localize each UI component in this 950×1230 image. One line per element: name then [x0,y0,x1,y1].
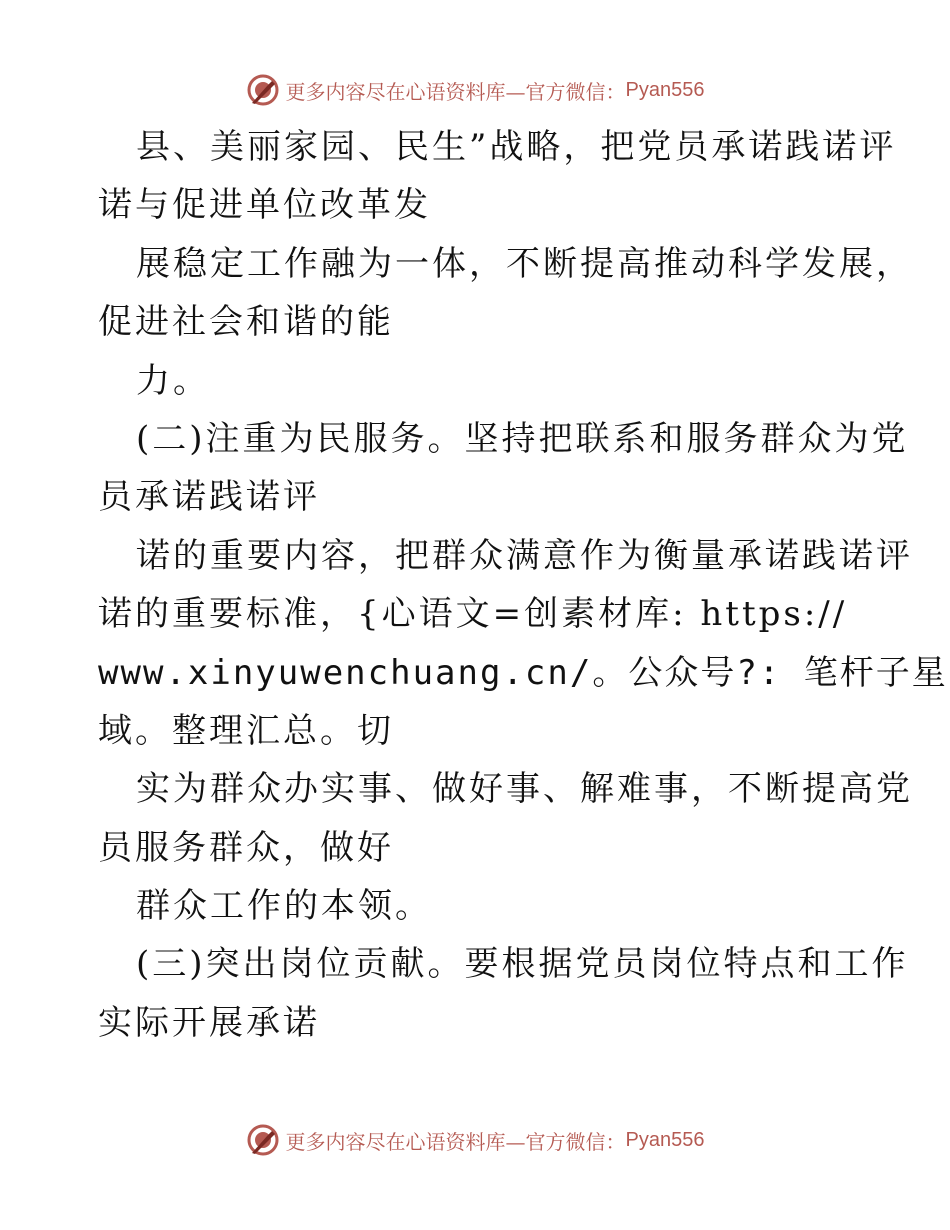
text-line: 员承诺践诺评 [98,477,320,518]
text-line: 县、美丽家园、民生”战略，把党员承诺践诺评 [136,127,897,167]
text-line: (二)注重为民服务。坚持把联系和服务群众为党 [136,418,909,459]
text-line: 员服务群众，做好 [98,827,394,868]
text-line: 诺与促进单位改革发 [98,185,431,226]
watermark-wechat-id: Pyan556 [625,78,705,101]
text-line: 实际开展承诺 [98,1002,320,1043]
text-line: 促进社会和谐的能 [98,302,394,343]
text-line-url: www.xinyuwenchuang.cn/。公众号?: 笔杆子星 [98,652,948,693]
watermark-wechat-id: Pyan556 [625,1128,705,1151]
watermark-text: 更多内容尽在心语资料库—官方微信： [285,1129,626,1154]
text-line: (三)突出岗位贡献。要根据党员岗位特点和工作 [136,944,909,985]
text-line: 域。整理汇总。切 [98,710,394,751]
text-line: 诺的重要标准，{心语文=创素材库: https:// [98,594,848,635]
text-line: 实为群众办实事、做好事、解难事，不断提高党 [136,769,913,810]
text-line: 群众工作的本领。 [136,886,432,927]
watermark-text: 更多内容尽在心语资料库—官方微信： [285,79,626,104]
text-line: 诺的重要内容，把群众满意作为衡量承诺践诺评 [136,535,913,576]
header-watermark [0,70,950,110]
pen-logo-icon [246,1123,280,1157]
text-line: 展稳定工作融为一体，不断提高推动科学发展， [136,243,913,284]
pen-logo-icon [246,73,280,107]
footer-watermark [0,1120,950,1160]
document-body [98,118,948,1052]
text-line: 力。 [136,360,210,401]
